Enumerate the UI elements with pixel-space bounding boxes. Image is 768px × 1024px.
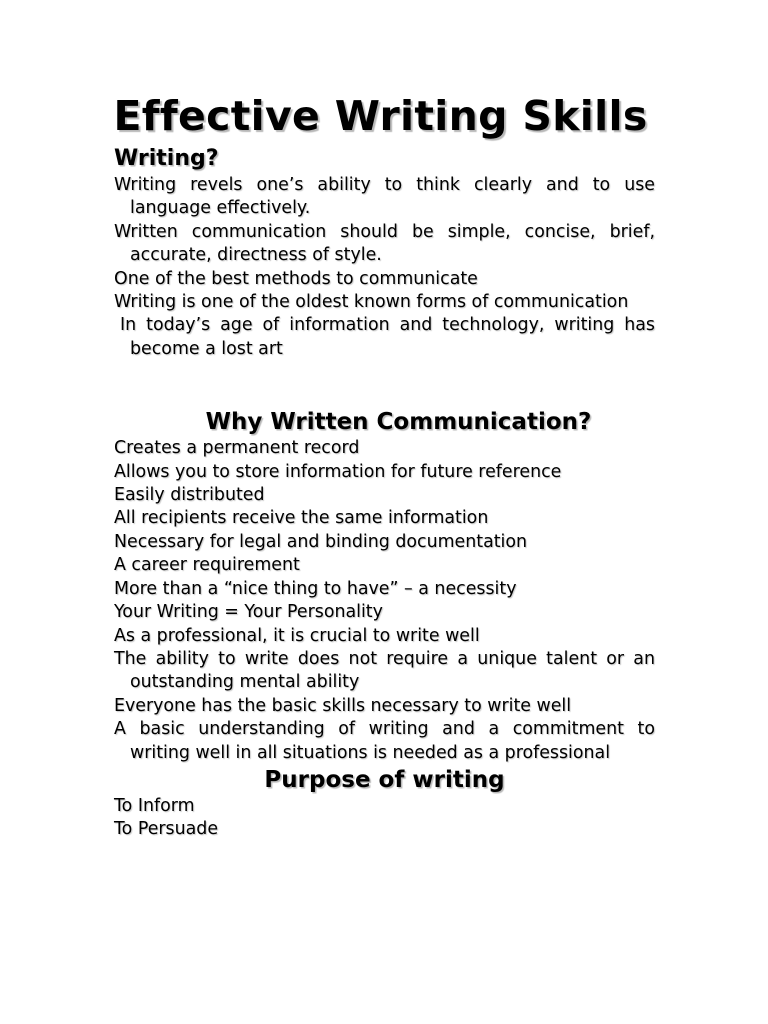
paragraph: To Persuade	[114, 819, 219, 840]
section-heading-writing: Writing?	[114, 146, 219, 171]
section-heading-purpose-of-writing: Purpose of writing	[264, 766, 505, 793]
paragraph: As a professional, it is crucial to write well	[114, 625, 480, 646]
paragraph: A career requirement	[114, 555, 300, 576]
spacer	[114, 361, 655, 407]
paragraph: More than a “nice thing to have” – a necessity	[114, 578, 517, 599]
paragraph: To Inform	[114, 795, 195, 816]
document-page	[114, 88, 655, 842]
document-title: Effective Writing Skills	[113, 92, 648, 140]
paragraph: Everyone has the basic skills necessary to write well	[114, 695, 572, 716]
paragraph: Necessary for legal and binding documentation	[114, 531, 528, 552]
paragraph-text: In today’s age of information and technology, writing has become a lost art	[120, 315, 655, 359]
paragraph: Written communication should be simple, concise, brief, accurate, directness of style.	[114, 221, 655, 266]
paragraph: Writing is one of the oldest known forms of communication	[114, 292, 629, 313]
paragraph: Writing revels one’s ability to think clearly and to use language effectively.	[114, 175, 655, 219]
paragraph: All recipients receive the same information	[114, 508, 489, 529]
paragraph: The ability to write does not require a unique talent or an outstanding mental ability	[114, 648, 655, 693]
section-heading-why-written-communication: Why Written Communication?	[205, 409, 592, 436]
paragraph: A basic understanding of writing and a commitment to writing well in all situations is needed as a professional	[114, 719, 655, 763]
paragraph: Creates a permanent record	[114, 438, 360, 459]
paragraph	[114, 314, 655, 361]
paragraph: One of the best methods to communicate	[114, 268, 478, 289]
paragraph: Easily distributed	[114, 485, 265, 506]
paragraph: Your Writing = Your Personality	[114, 602, 383, 623]
paragraph: Allows you to store information for future reference	[114, 461, 562, 482]
